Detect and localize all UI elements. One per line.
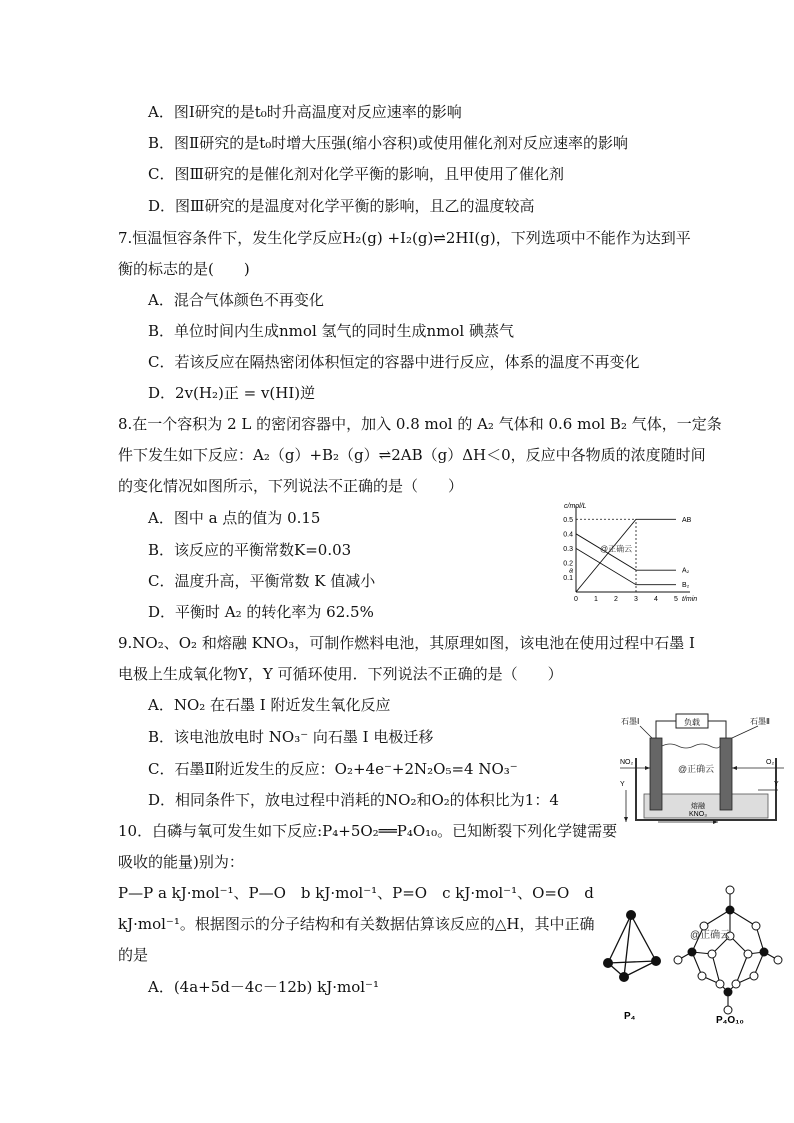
concentration-time-chart	[548, 500, 708, 610]
q9-option-b: B．该电池放电时 NO₃⁻ 向石墨 I 电极迁移	[148, 728, 434, 746]
q7-option-c: C．若该反应在隔热密闭体积恒定的容器中进行反应，体系的温度不再变化	[148, 353, 640, 371]
o-atom	[726, 886, 734, 894]
x-tick-label: 4	[654, 596, 658, 603]
electrode1-label: 石墨Ⅰ	[621, 717, 640, 726]
p4-label: P₄	[624, 1011, 636, 1022]
q9-stem-line2: 电极上生成氧化物Y，Y 可循环使用．下列说法不正确的是（ ）	[118, 665, 563, 683]
melt-label: 熔融	[691, 803, 705, 810]
p-atom	[688, 948, 697, 957]
p-atom	[724, 988, 733, 997]
o2-label: O₂	[766, 759, 775, 766]
x-tick-label: 1	[594, 596, 598, 603]
watermark: @正确云	[690, 930, 731, 941]
o-atom	[750, 972, 758, 980]
y-tick-label: 0.2	[563, 560, 573, 568]
q10-stem-line3: P—P a kJ·mol⁻¹、P—O b kJ·mol⁻¹、P=O c kJ·mol⁻¹、O=O d	[118, 884, 594, 902]
q9-option-a: A．NO₂ 在石墨 I 附近发生氧化反应	[148, 696, 391, 714]
q7-stem-line1: 7.恒温恒容条件下，发生化学反应H₂(g) +I₂(g)⇌2HI(g)，下列选项中不能作为达到平	[118, 229, 691, 247]
series-label: AB	[682, 516, 692, 524]
series-label: A₂	[682, 567, 690, 575]
o-atom	[716, 980, 724, 988]
graphite-electrode-1	[650, 738, 662, 810]
p-atom	[619, 972, 629, 982]
q7-option-b: B．单位时间内生成nmol 氢气的同时生成nmol 碘蒸气	[148, 322, 514, 340]
x-tick-label: 0	[574, 596, 578, 603]
p-atom	[760, 948, 769, 957]
q8-stem-line1: 8.在一个容积为 2 L 的密闭容器中，加入 0.8 mol 的 A₂ 气体和 0.6 mol B₂ 气体，一定条	[118, 415, 722, 433]
o-atom	[708, 950, 716, 958]
fuel-cell-diagram	[618, 708, 788, 824]
no2-label: NO₂	[620, 759, 634, 766]
q8-option-a: A．图中 a 点的值为 0.15	[148, 509, 321, 527]
q8-stem-line2: 件下发生如下反应：A₂（g）+B₂（g）⇌2AB（g）ΔH＜0，反应中各物质的浓度随时间	[118, 446, 706, 464]
y-label-left: Y	[620, 781, 625, 788]
y-label-right: Y	[774, 781, 779, 788]
p4-molecule	[598, 895, 668, 1025]
series-line	[576, 548, 676, 584]
q8-stem-line3: 的变化情况如图所示，下列说法不正确的是（ ）	[118, 477, 464, 495]
q10-stem-line5: 的是	[118, 946, 149, 964]
y-tick-label: 0.1	[563, 574, 573, 582]
graphite-electrode-2	[720, 738, 732, 810]
p4o10-label: P₄O₁₀	[716, 1015, 744, 1025]
series-label: B₂	[682, 582, 690, 590]
load-label: 负载	[684, 718, 700, 727]
o-atom	[744, 950, 752, 958]
q9-option-d: D．相同条件下，放电过程中消耗的NO₂和O₂的体积比为1：4	[148, 791, 559, 809]
q6-option-d: D．图Ⅲ研究的是温度对化学平衡的影响，且乙的温度较高	[148, 197, 535, 215]
o-atom	[698, 972, 706, 980]
p-atom	[626, 910, 636, 920]
q10-option-a: A．(4a+5d－4c－12b) kJ·mol⁻¹	[148, 978, 379, 996]
q9-stem-line1: 9.NO₂、O₂ 和熔融 KNO₃，可制作燃料电池，其原理如图，该电池在使用过程中石墨 I	[118, 634, 695, 652]
o-atom	[700, 922, 708, 930]
q9-option-c: C．石墨Ⅱ附近发生的反应：O₂+4e⁻+2N₂O₅=4 NO₃⁻	[148, 760, 518, 778]
q7-option-d: D．2v(H₂)正 = v(HI)逆	[148, 384, 316, 402]
q10-stem-line2: 吸收的能量)别为：	[118, 853, 244, 871]
y-tick-label: 0.3	[563, 545, 573, 553]
o-atom	[752, 922, 760, 930]
melt-label-2: KNO₃	[688, 811, 708, 818]
p-atom	[726, 906, 735, 915]
o-atom	[724, 1006, 732, 1014]
y-axis-label: c/mol/L	[564, 503, 587, 510]
q6-option-a: A．图Ⅰ研究的是t₀时升高温度对反应速率的影响	[148, 103, 462, 121]
a-point-label: a	[569, 567, 573, 575]
y-tick-label: 0.5	[563, 516, 573, 524]
p-atom	[651, 956, 661, 966]
electrode2-label: 石墨Ⅱ	[750, 717, 770, 726]
q8-option-b: B．该反应的平衡常数K=0.03	[148, 541, 352, 559]
q8-option-c: C．温度升高，平衡常数 K 值减小	[148, 572, 376, 590]
q8-option-d: D．平衡时 A₂ 的转化率为 62.5%	[148, 603, 374, 621]
q6-option-c: C．图Ⅲ研究的是催化剂对化学平衡的影响，且甲使用了催化剂	[148, 165, 564, 183]
p-atom	[603, 958, 613, 968]
p4o10-molecule	[668, 880, 788, 1025]
q10-stem-line4: kJ·mol⁻¹。根据图示的分子结构和有关数据估算该反应的△H，其中正确	[118, 915, 595, 933]
watermark: @正确云	[678, 764, 715, 774]
x-tick-label: 5	[674, 596, 678, 603]
q7-option-a: A．混合气体颜色不再变化	[148, 291, 324, 309]
series-line	[576, 519, 676, 592]
q6-option-b: B．图Ⅱ研究的是t₀时增大压强(缩小容积)或使用催化剂对反应速率的影响	[148, 134, 628, 152]
x-tick-label: 3	[634, 596, 638, 603]
y-tick-label: 0.4	[563, 531, 573, 539]
watermark: @正确云	[600, 544, 633, 554]
x-axis-label: t/min	[682, 596, 698, 603]
o-atom	[732, 980, 740, 988]
x-tick-label: 2	[614, 596, 618, 603]
o-atom	[774, 956, 782, 964]
o-atom	[674, 956, 682, 964]
q7-stem-line2: 衡的标志的是( )	[118, 260, 250, 278]
q10-stem-line1: 10．白磷与氧可发生如下反应:P₄+5O₂══P₄O₁₀。已知断裂下列化学键需要	[118, 822, 618, 840]
